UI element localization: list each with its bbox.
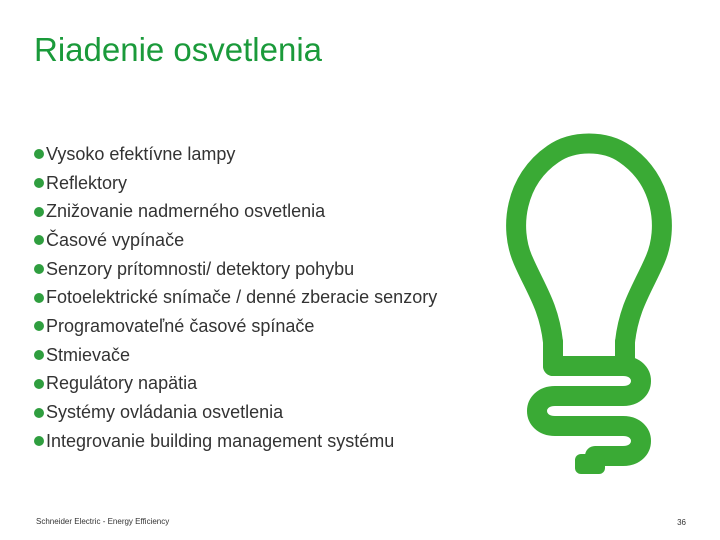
bullet-dot-icon — [34, 207, 44, 217]
bullet-dot-icon — [34, 149, 44, 159]
bullet-dot-icon — [34, 321, 44, 331]
bullet-text: Systémy ovládania osvetlenia — [46, 402, 284, 423]
list-item — [34, 370, 437, 399]
bullet-text: Integrovanie building management systému — [46, 430, 395, 451]
bullet-text: Stmievače — [46, 344, 131, 365]
list-item — [34, 398, 437, 427]
bullet-dot-icon — [34, 350, 44, 360]
bullet-dot-icon — [34, 379, 44, 389]
bullet-dot-icon — [34, 178, 44, 188]
slide-title: Riadenie osvetlenia — [34, 31, 323, 68]
bullet-dot-icon — [34, 235, 44, 245]
list-item — [34, 312, 437, 341]
footer-company: Schneider Electric - Energy Efficiency — [36, 517, 170, 526]
bullet-text: Časové vypínače — [46, 229, 185, 250]
bullet-text: Fotoelektrické snímače / denné zberacie senzory — [46, 287, 438, 308]
list-item — [34, 226, 437, 255]
bullet-text: Senzory prítomnosti/ detektory pohybu — [46, 258, 355, 279]
list-item — [34, 427, 437, 456]
list-item — [34, 169, 437, 198]
bullet-dot-icon — [34, 436, 44, 446]
bullet-dot-icon — [34, 408, 44, 418]
bullet-text: Reflektory — [46, 172, 128, 193]
light-bulb-icon — [505, 128, 673, 480]
bullet-list — [34, 140, 437, 456]
list-item — [34, 140, 437, 169]
bullet-text: Programovateľné časové spínače — [46, 315, 315, 336]
list-item — [34, 341, 437, 370]
bullet-text: Vysoko efektívne lampy — [46, 143, 236, 164]
list-item — [34, 255, 437, 284]
list-item — [34, 283, 437, 312]
bullet-text: Regulátory napätia — [46, 373, 198, 394]
page-number: 36 — [677, 518, 686, 527]
bullet-text: Znižovanie nadmerného osvetlenia — [46, 201, 326, 222]
list-item — [34, 197, 437, 226]
bullet-dot-icon — [34, 264, 44, 274]
bullet-dot-icon — [34, 293, 44, 303]
